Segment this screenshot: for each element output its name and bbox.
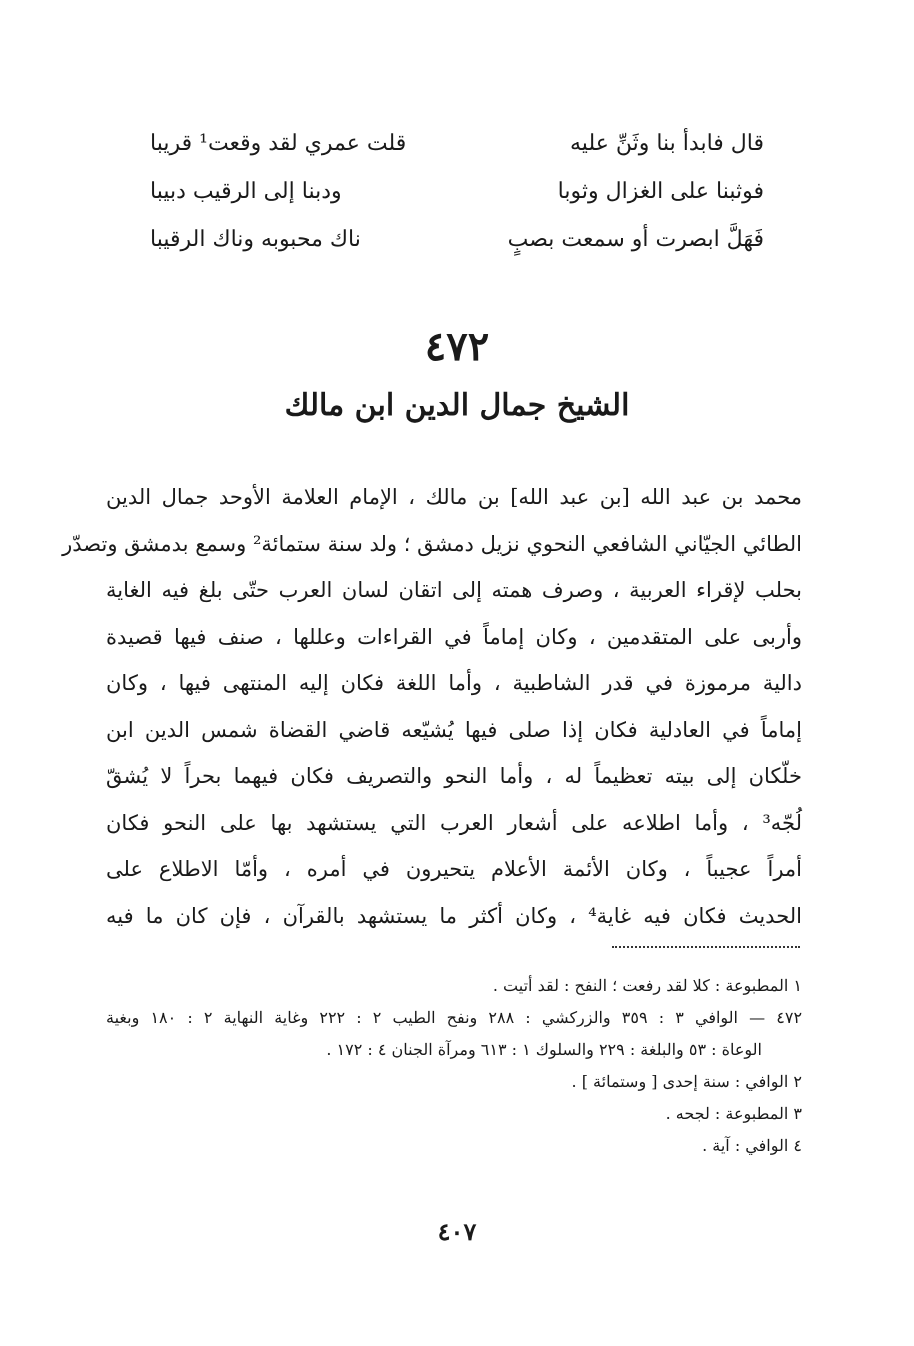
- body-line: لُجّه³ ، وأما اطلاعه على أشعار العرب التي يستشهد بها على النحو فكان: [106, 810, 802, 835]
- verse-first-hemistich: فَهَلَّ ابصرت أو سمعت بصبٍ: [507, 227, 764, 252]
- verse-first-hemistich: قال فابدأ بنا وثَنِّ عليه: [570, 131, 764, 156]
- verse-second-hemistich: ناك محبوبه وناك الرقيبا: [150, 227, 361, 252]
- page-number: ٤٠٧: [437, 1217, 477, 1246]
- footnote-2: ٢ الوافي : سنة إحدى [ وستمائة ] .: [571, 1072, 802, 1091]
- body-line: الحديث فكان فيه غاية⁴ ، وكان أكثر ما يستشهد بالقرآن ، فإن كان ما فيه: [106, 903, 802, 928]
- body-line: دالية مرموزة في قدر الشاطبية ، وأما اللغة فكان إليه المنتهى فيها ، وكان: [106, 671, 802, 695]
- entry-title: الشيخ جمال الدين ابن مالك: [284, 388, 630, 423]
- verse-line: [150, 170, 764, 218]
- footnote-472-sources-continued: الوعاة : ٥٣ والبلغة : ٢٢٩ والسلوك ١ : ٦١٣ ومرآة الجنان ٤ : ١٧٢ .: [326, 1040, 762, 1059]
- verse-line: [150, 218, 764, 266]
- poem-verses: [150, 122, 764, 266]
- footnote-472-sources: ٤٧٢ — الوافي ٣ : ٣٥٩ والزركشي : ٢٨٨ ونفح الطيب ٢ : ٢٢٢ وغاية النهاية ٢ : ١٨٠ وبغية: [106, 1008, 803, 1027]
- verse-line: [150, 122, 764, 170]
- verse-first-hemistich: فوثبنا على الغزال وثوبا: [557, 179, 764, 204]
- footnote-separator: [612, 946, 800, 948]
- body-line: الطائي الجيّاني الشافعي النحوي نزيل دمشق ؛ ولد سنة ستمائة² وسمع بدمشق وتصدّر: [62, 531, 802, 556]
- verse-second-hemistich: ودبنا إلى الرقيب دبيبا: [150, 179, 342, 204]
- footnote-3: ٣ المطبوعة : لجحه .: [665, 1104, 802, 1123]
- entry-number: ٤٧٢: [424, 323, 490, 370]
- footnote-4: ٤ الوافي : آية .: [702, 1136, 802, 1155]
- body-line: محمد بن عبد الله [بن عبد الله] بن مالك ، الإمام العلامة الأوحد جمال الدين: [106, 485, 802, 509]
- verse-second-hemistich: قلت عمري لقد وقعت¹ قريبا: [150, 131, 407, 156]
- footnotes: [106, 970, 802, 1162]
- body-line: بحلب لإقراء العربية ، وصرف همته إلى اتقان لسان العرب حتّى بلغ فيه الغاية: [106, 578, 802, 602]
- body-line: وأربى على المتقدمين ، وكان إماماً في القراءات وعللها ، صنف فيها قصيدة: [106, 624, 802, 649]
- footnote-1: ١ المطبوعة : كلا لقد رفعت ؛ النفح : لقد أتيت .: [492, 976, 802, 995]
- body-text: [62, 477, 802, 942]
- body-line: خلّكان إلى بيته تعظيماً له ، وأما النحو والتصريف فكان فيهما بحراً لا يُشقّ: [106, 764, 802, 788]
- body-line: إماماً في العادلية فكان إذا صلى فيها يُشيّعه قاضي القضاة شمس الدين ابن: [106, 717, 802, 742]
- body-line: أمراً عجيباً ، وكان الأئمة الأعلام يتحيرون في أمره ، وأمّا الاطلاع على: [106, 857, 802, 881]
